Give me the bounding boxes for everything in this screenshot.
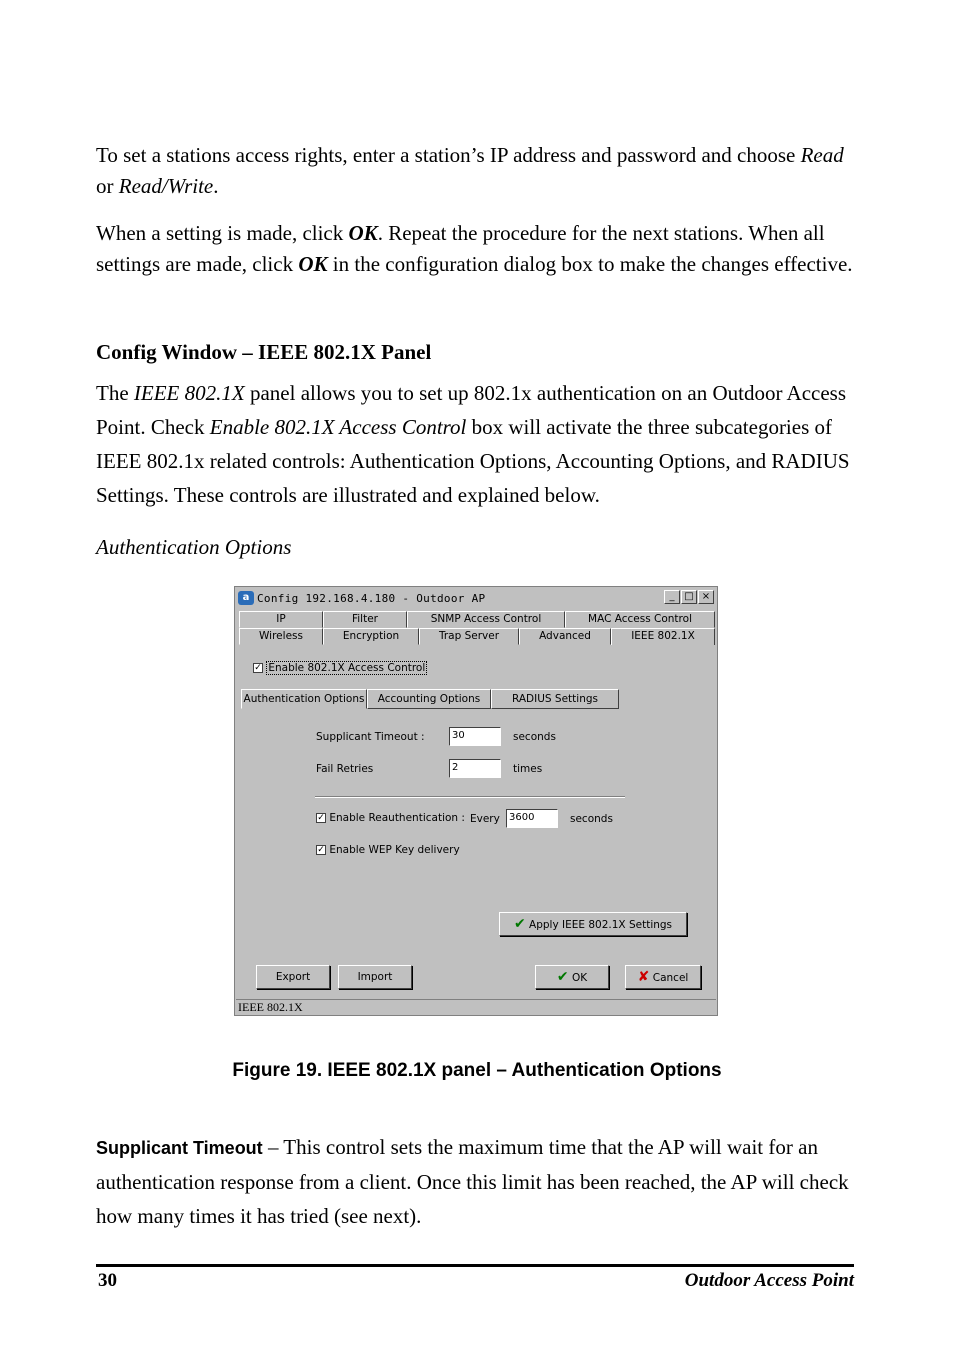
- fail-retries-unit: times: [513, 763, 543, 775]
- every-label: Every: [470, 813, 500, 825]
- fail-retries-input[interactable]: 2: [449, 759, 501, 778]
- supplicant-paragraph: [96, 1130, 862, 1233]
- enable-8021x-label: Enable 802.1X Access Control: [268, 662, 426, 674]
- ok-term-2: OK: [298, 252, 328, 276]
- tab-snmp[interactable]: SNMP Access Control: [407, 611, 565, 628]
- cancel-x-icon: ✘: [637, 969, 650, 985]
- panel-paragraph: [96, 376, 862, 512]
- intro-text: To set a stations access rights, enter a station’s IP address and password and choose: [96, 143, 801, 167]
- supplicant-timeout-unit: seconds: [513, 731, 556, 743]
- tab-encryption[interactable]: Encryption: [323, 628, 419, 645]
- reauth-checkbox[interactable]: [316, 812, 465, 824]
- checkbox-icon: ✓: [254, 663, 262, 673]
- tab-wireless[interactable]: Wireless: [239, 628, 323, 645]
- export-label: Export: [275, 971, 311, 983]
- tab-advanced[interactable]: Advanced: [519, 628, 611, 645]
- supplicant-term: Supplicant Timeout: [96, 1138, 263, 1158]
- section-heading: Config Window – IEEE 802.1X Panel: [96, 340, 432, 364]
- tab-filter[interactable]: Filter: [323, 611, 407, 628]
- ok-text-a: When a setting is made, click: [96, 221, 349, 245]
- ok-label: OK: [571, 972, 588, 984]
- cancel-button[interactable]: [625, 965, 701, 989]
- fail-retries-label: Fail Retries: [316, 763, 374, 775]
- figure-caption: Figure 19. IEEE 802.1X panel – Authentication Options: [232, 1060, 722, 1081]
- check-icon: ✔: [556, 969, 569, 985]
- ok-text-c: in the configuration dialog box to make the changes effective.: [327, 252, 853, 276]
- wep-delivery-checkbox[interactable]: [316, 844, 460, 856]
- cancel-label: Cancel: [652, 972, 689, 984]
- export-button[interactable]: [256, 965, 330, 989]
- panel-text-b: panel allows you to set up 802.1x authentication on an Outdoor Access Point. Check: [96, 381, 847, 439]
- ok-button[interactable]: [535, 965, 609, 989]
- panel-text-c: box will activate the three subcategories of IEEE 802.1x related controls: Authentication Options, Accounting Options, and RADIUS Settings. These controls are illustrated and explained below.: [96, 415, 850, 507]
- supplicant-timeout-input[interactable]: 30: [449, 727, 501, 746]
- checkbox-icon: ✓: [317, 813, 325, 823]
- footer-rule: [96, 1264, 854, 1267]
- supplicant-timeout-label: Supplicant Timeout :: [316, 731, 425, 743]
- reauth-interval-input[interactable]: 3600: [506, 809, 558, 828]
- or-text: or: [96, 174, 119, 198]
- ok-text-b: . Repeat the procedure for the next stations. When all settings are made, click: [96, 221, 825, 276]
- subtab-accounting[interactable]: Accounting Options: [367, 689, 491, 709]
- subtab-authentication[interactable]: Authentication Options: [241, 689, 367, 709]
- wep-delivery-label: Enable WEP Key delivery: [329, 844, 460, 856]
- import-button[interactable]: [338, 965, 412, 989]
- enable-8021x-checkbox[interactable]: [253, 662, 427, 674]
- reauth-interval-unit: seconds: [570, 813, 613, 825]
- subheading: Authentication Options: [96, 535, 292, 559]
- panel-term: IEEE 802.1X: [133, 381, 245, 405]
- window-title: Config 192.168.4.180 - Outdoor AP: [257, 591, 486, 605]
- status-bar: IEEE 802.1X: [236, 999, 716, 1014]
- close-icon[interactable]: ×: [698, 590, 714, 604]
- tab-ieee8021x[interactable]: IEEE 802.1X: [611, 628, 715, 645]
- reauth-label: Enable Reauthentication :: [329, 812, 465, 824]
- footer-title: Outdoor Access Point: [684, 1270, 854, 1291]
- ok-paragraph: [96, 218, 862, 280]
- window-controls: [664, 590, 714, 604]
- tab-row-2: [239, 628, 715, 645]
- ok-term-1: OK: [348, 221, 378, 245]
- intro-end: .: [213, 174, 219, 198]
- page-number: 30: [98, 1270, 117, 1291]
- panel-frame: [239, 629, 715, 957]
- config-dialog: [234, 586, 718, 1016]
- panel-text-a: The: [96, 381, 134, 405]
- enable-term: Enable 802.1X Access Control: [209, 415, 467, 439]
- minimize-icon[interactable]: _: [664, 590, 680, 604]
- tab-ip[interactable]: IP: [239, 611, 323, 628]
- apply-label: Apply IEEE 802.1X Settings: [529, 919, 673, 931]
- apply-8021x-button[interactable]: [499, 912, 687, 936]
- supplicant-text: – This control sets the maximum time that the AP will wait for an authentication response from a client. Once this limit has been reached, the AP will check how many times it has tried (see next).: [96, 1135, 849, 1228]
- read-term: Read: [800, 143, 844, 167]
- tab-trap-server[interactable]: Trap Server: [419, 628, 519, 645]
- maximize-icon[interactable]: □: [681, 590, 697, 604]
- readwrite-term: Read/Write: [118, 174, 214, 198]
- app-icon: a: [238, 591, 254, 605]
- check-icon: ✔: [513, 916, 526, 932]
- intro-paragraph: [96, 140, 862, 202]
- separator: [315, 796, 625, 798]
- subtab-radius[interactable]: RADIUS Settings: [491, 689, 619, 709]
- checkbox-icon: ✓: [317, 845, 325, 855]
- tab-row-1: [239, 611, 715, 628]
- import-label: Import: [357, 971, 393, 983]
- title-bar: [236, 588, 716, 608]
- tab-mac[interactable]: MAC Access Control: [565, 611, 715, 628]
